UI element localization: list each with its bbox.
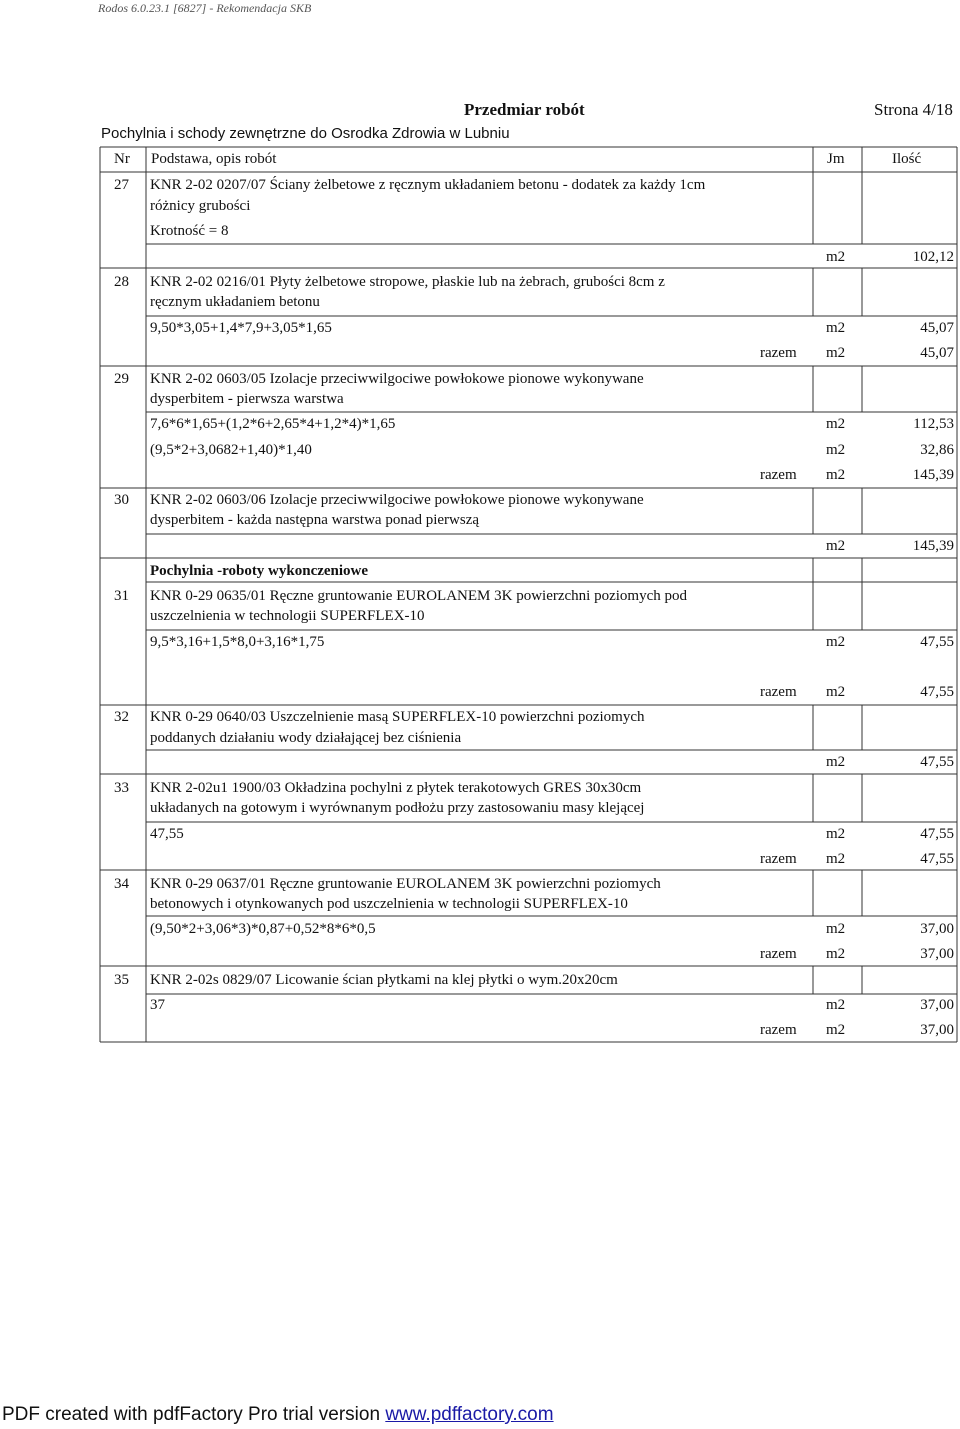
row-desc-line1: KNR 2-02u1 1900/03 Okładzina pochylni z płytek terakotowych GRES 30x30cm	[150, 780, 642, 796]
row-nr: 33	[114, 780, 129, 796]
row-desc-line1: KNR 0-29 0640/03 Uszczelnienie masą SUPERFLEX-10 powierzchni poziomych	[150, 709, 645, 725]
row-desc-line1: KNR 2-02 0216/01 Płyty żelbetowe stropowe, płaskie lub na żebrach, grubości 8cm z	[150, 274, 665, 290]
calc-expr: (9,50*2+3,06*3)*0,87+0,52*8*6*0,5	[150, 921, 376, 937]
calc-expr: 9,50*3,05+1,4*7,9+3,05*1,65	[150, 320, 332, 336]
row-nr: 27	[114, 177, 129, 193]
sum-jm: m2	[826, 345, 846, 361]
calc-jm: m2	[826, 320, 846, 336]
footer-text: PDF created with pdfFactory Pro trial version	[2, 1404, 386, 1425]
row-jm: m2	[826, 754, 846, 770]
watermark-top: Rodos 6.0.23.1 [6827] - Rekomendacja SKB	[98, 1, 312, 15]
sum-jm: m2	[826, 467, 846, 483]
sum-jm: m2	[826, 851, 846, 867]
row-desc-line2: betonowych i otynkowanych pod uszczelnienia w technologii SUPERFLEX-10	[150, 896, 628, 912]
row-desc-line1: KNR 2-02 0603/05 Izolacje przeciwwilgociwe powłokowe pionowe wykonywane	[150, 371, 644, 387]
row-desc-line2: różnicy grubości	[150, 198, 251, 214]
calc-jm: m2	[826, 997, 846, 1013]
calc-expr: (9,5*2+3,0682+1,40)*1,40	[150, 442, 312, 458]
calc-qty: 37,00	[920, 921, 954, 937]
sum-qty: 37,00	[920, 1022, 954, 1038]
calc-jm: m2	[826, 921, 846, 937]
row-qty: 145,39	[912, 538, 954, 554]
row-nr: 34	[114, 876, 129, 892]
row-desc-line2: ręcznym układaniem betonu	[150, 294, 320, 310]
project-subtitle: Pochylnia i schody zewnętrzne do Osrodka Zdrowia w Lubniu	[101, 125, 510, 142]
document-title: Przedmiar robót	[464, 100, 585, 119]
calc-jm: m2	[826, 826, 846, 842]
sum-qty: 37,00	[920, 946, 954, 962]
sum-qty: 47,55	[920, 851, 954, 867]
col-header-jm: Jm	[827, 151, 845, 167]
sum-jm: m2	[826, 684, 846, 700]
row-desc-line1: KNR 0-29 0637/01 Ręczne gruntowanie EUROLANEM 3K powierzchni poziomych	[150, 876, 661, 892]
calc-expr: 7,6*6*1,65+(1,2*6+2,65*4+1,2*4)*1,65	[150, 416, 396, 432]
row-desc-line2: dysperbitem - każda następna warstwa ponad pierwszą	[150, 512, 480, 528]
sum-jm: m2	[826, 1022, 846, 1038]
calc-qty: 45,07	[920, 320, 954, 336]
sum-qty: 47,55	[920, 684, 954, 700]
row-nr: 30	[114, 492, 129, 508]
row-nr: 28	[114, 274, 129, 290]
row-jm: m2	[826, 538, 846, 554]
row-desc-line1: KNR 2-02 0603/06 Izolacje przeciwwilgociwe powłokowe pionowe wykonywane	[150, 492, 644, 508]
calc-qty: 37,00	[920, 997, 954, 1013]
sum-label: razem	[760, 467, 797, 483]
sum-qty: 45,07	[920, 345, 954, 361]
row-nr: 35	[114, 972, 129, 988]
col-header-desc: Podstawa, opis robót	[151, 151, 277, 167]
row-desc-line1: KNR 2-02s 0829/07 Licowanie ścian płytkami na klej płytki o wym.20x20cm	[150, 972, 618, 988]
calc-expr: 9,5*3,16+1,5*8,0+3,16*1,75	[150, 634, 325, 650]
pdf-footer	[2, 1405, 554, 1424]
sum-label: razem	[760, 684, 797, 700]
row-qty: 47,55	[920, 754, 954, 770]
col-header-nr: Nr	[114, 151, 130, 167]
row-nr: 32	[114, 709, 129, 725]
row-nr: 31	[114, 588, 129, 604]
sum-label: razem	[760, 946, 797, 962]
calc-jm: m2	[826, 442, 846, 458]
row-desc-line1: KNR 0-29 0635/01 Ręczne gruntowanie EUROLANEM 3K powierzchni poziomych pod	[150, 588, 687, 604]
row-desc-line2: dysperbitem - pierwsza warstwa	[150, 391, 344, 407]
row-jm: m2	[826, 249, 846, 265]
calc-qty: 32,86	[920, 442, 954, 458]
row-nr: 29	[114, 371, 129, 387]
row-desc-line2: uszczelnienia w technologii SUPERFLEX-10	[150, 608, 425, 624]
calc-jm: m2	[826, 416, 846, 432]
row-qty: 102,12	[912, 249, 954, 265]
calc-expr: 37	[150, 997, 165, 1013]
calc-qty: 47,55	[920, 826, 954, 842]
sum-label: razem	[760, 1022, 797, 1038]
row-desc-line2: układanych na gotowym i wyrównanym podłożu przy zastosowaniu masy klejącej	[150, 800, 645, 816]
section-heading: Pochylnia -roboty wykonczeniowe	[150, 563, 369, 579]
calc-qty: 112,53	[913, 416, 954, 432]
row-desc-line1: KNR 2-02 0207/07 Ściany żelbetowe z ręcznym układaniem betonu - dodatek za każdy 1cm	[150, 177, 706, 193]
sum-label: razem	[760, 345, 797, 361]
calc-expr: 47,55	[150, 826, 184, 842]
footer-link[interactable]: www.pdffactory.com	[385, 1404, 554, 1425]
sum-label: razem	[760, 851, 797, 867]
row-extra: Krotność = 8	[150, 223, 229, 239]
row-desc-line2: poddanych działaniu wody działającej bez ciśnienia	[150, 730, 462, 746]
col-header-qty: Ilość	[892, 151, 922, 167]
sum-qty: 145,39	[912, 467, 954, 483]
calc-qty: 47,55	[920, 634, 954, 650]
calc-jm: m2	[826, 634, 846, 650]
sum-jm: m2	[826, 946, 846, 962]
page-number: Strona 4/18	[874, 100, 953, 119]
